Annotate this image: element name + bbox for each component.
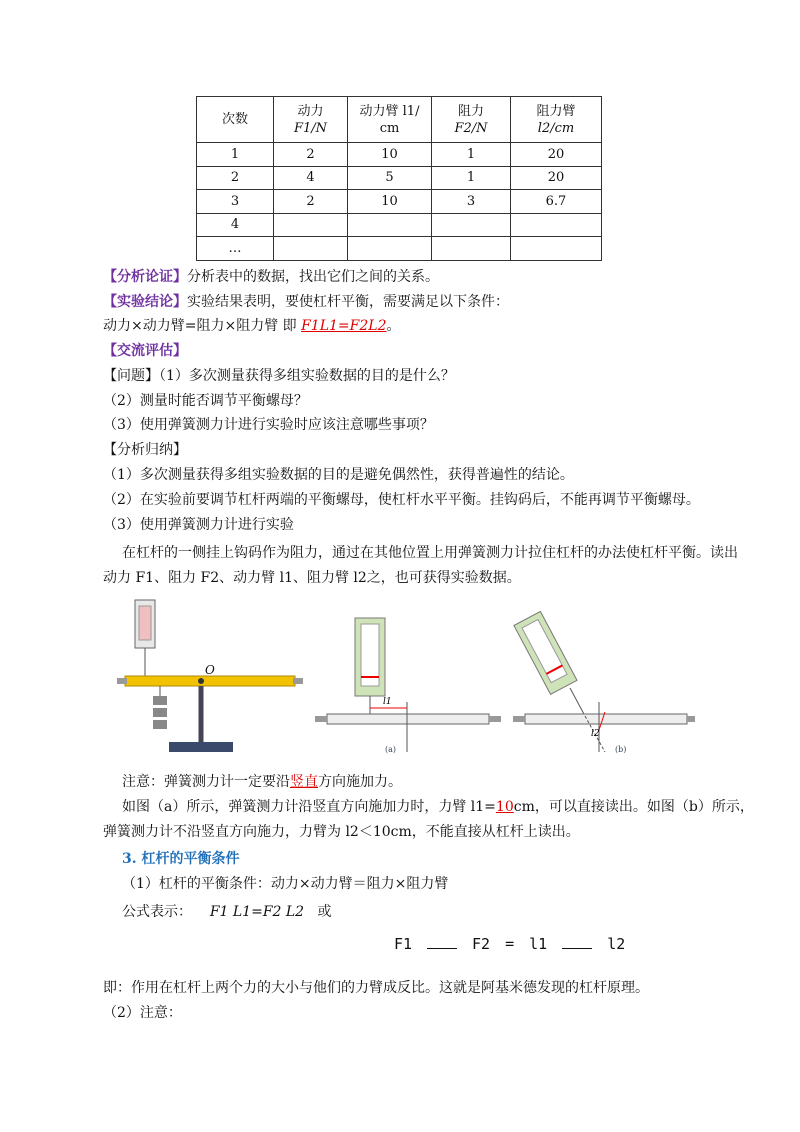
table-cell: [348, 237, 432, 261]
table-cell: …: [197, 237, 274, 261]
table-cell: [348, 213, 432, 237]
fraction-denominator-2: l2: [607, 934, 626, 953]
exchange-heading: 【交流评估】: [103, 343, 187, 359]
l1-label: l1: [383, 697, 392, 707]
l2-label: l2: [591, 729, 600, 739]
table-cell: [511, 237, 602, 261]
conclusion-formula: 动力×动力臂=阻力×阻力臂 即 F1L1=F2L2。: [103, 318, 401, 334]
note-line: 注意：弹簧测力计一定要沿竖直方向施加力。: [122, 774, 402, 790]
header-cell: 阻力 F2/N: [432, 97, 511, 143]
summary-2: （2）在实验前要调节杠杆两端的平衡螺母，使杠杆水平平衡。挂钩码后，不能再调节平衡螺母。: [103, 492, 700, 508]
header-cell: 阻力臂 l2/cm: [511, 97, 602, 143]
table-row: [197, 190, 602, 214]
header-cell: 动力 F1/N: [274, 97, 348, 143]
section-3-condition: （1）杠杆的平衡条件：动力×动力臂＝阻力×阻力臂: [122, 876, 449, 892]
summary-3: （3）使用弹簧测力计进行实验: [103, 517, 294, 533]
table-cell: 3: [432, 190, 511, 214]
table-cell: 5: [348, 166, 432, 190]
paragraph-1-line-1: 在杠杆的一侧挂上钩码作为阻力，通过在其他位置上用弹簧测力计拉住杠杆的办法使杠杆平衡。读出: [122, 545, 738, 561]
table-cell: [432, 213, 511, 237]
tail-line-2: （2）注意：: [103, 1005, 182, 1021]
table-cell: 1: [197, 143, 274, 167]
lever-with-spring-scale: [117, 600, 303, 752]
table-cell: 10: [348, 143, 432, 167]
paragraph-1-line-2: 动力 F1、阻力 F2、动力臂 l1、阻力臂 l2之，也可获得实验数据。: [103, 570, 521, 586]
table-row: [197, 166, 602, 190]
header-cell: 次数: [197, 97, 274, 143]
figure-b: [513, 611, 695, 754]
table-cell: 4: [197, 213, 274, 237]
summary-heading: 【分析归纳】: [103, 442, 187, 458]
lever-ratio-formula: [388, 934, 631, 953]
label-b: (b): [615, 745, 627, 754]
table-cell: 10: [348, 190, 432, 214]
formula-line: 公式表示： F1 L1=F2 L2 或: [122, 904, 332, 920]
paragraph-2-line-1: 如图（a）所示，弹簧测力计沿竖直方向施加力时，力臂 l1=10cm，可以直接读出。如图（b）所示，: [122, 799, 754, 815]
fraction-numerator-2: l1: [529, 934, 548, 953]
fraction-equals: =: [505, 934, 515, 953]
table-cell: 2: [197, 166, 274, 190]
fraction-denominator-1: F2: [472, 934, 491, 953]
table-cell: 20: [511, 143, 602, 167]
header-cell: 动力臂 l1/ cm: [348, 97, 432, 143]
section-3-title: 3. 杠杆的平衡条件: [122, 851, 240, 867]
table-row: [197, 237, 602, 261]
table-cell: 6.7: [511, 190, 602, 214]
paragraph-2-line-2: 弹簧测力计不沿竖直方向施力，力臂为 l2＜10cm，不能直接从杠杆上读出。: [103, 824, 580, 840]
label-a: (a): [385, 745, 397, 754]
table-cell: 4: [274, 166, 348, 190]
data-table: [196, 96, 602, 261]
pivot-label: O: [205, 663, 215, 677]
fraction-numerator-1: F1: [393, 934, 413, 953]
table-row: [197, 143, 602, 167]
table-cell: 1: [432, 166, 511, 190]
table-cell: [274, 237, 348, 261]
table-cell: [432, 237, 511, 261]
table-cell: 3: [197, 190, 274, 214]
conclusion-line: 【实验结论】实验结果表明，要使杠杆平衡，需要满足以下条件：: [103, 294, 509, 310]
question-3: （3）使用弹簧测力计进行实验时应该注意哪些事项？: [103, 417, 434, 433]
summary-1: （1）多次测量获得多组实验数据的目的是避免偶然性，获得普遍性的结论。: [103, 467, 574, 483]
question-1: 【问题】（1）多次测量获得多组实验数据的目的是什么？: [103, 368, 455, 384]
table-cell: 1: [432, 143, 511, 167]
table-cell: [511, 213, 602, 237]
tail-line-1: 即：作用在杠杆上两个力的大小与他们的力臂成反比。这就是阿基米德发现的杠杆原理。: [103, 980, 649, 996]
figure-a: [315, 618, 501, 754]
table-cell: 2: [274, 190, 348, 214]
lever-figure: [115, 592, 695, 764]
table-cell: 2: [274, 143, 348, 167]
table-header-row: [197, 97, 602, 143]
table-row: [197, 213, 602, 237]
analysis-line: 【分析论证】分析表中的数据，找出它们之间的关系。: [103, 269, 439, 285]
table-cell: 20: [511, 166, 602, 190]
question-2: （2）测量时能否调节平衡螺母？: [103, 393, 308, 409]
table-cell: [274, 213, 348, 237]
